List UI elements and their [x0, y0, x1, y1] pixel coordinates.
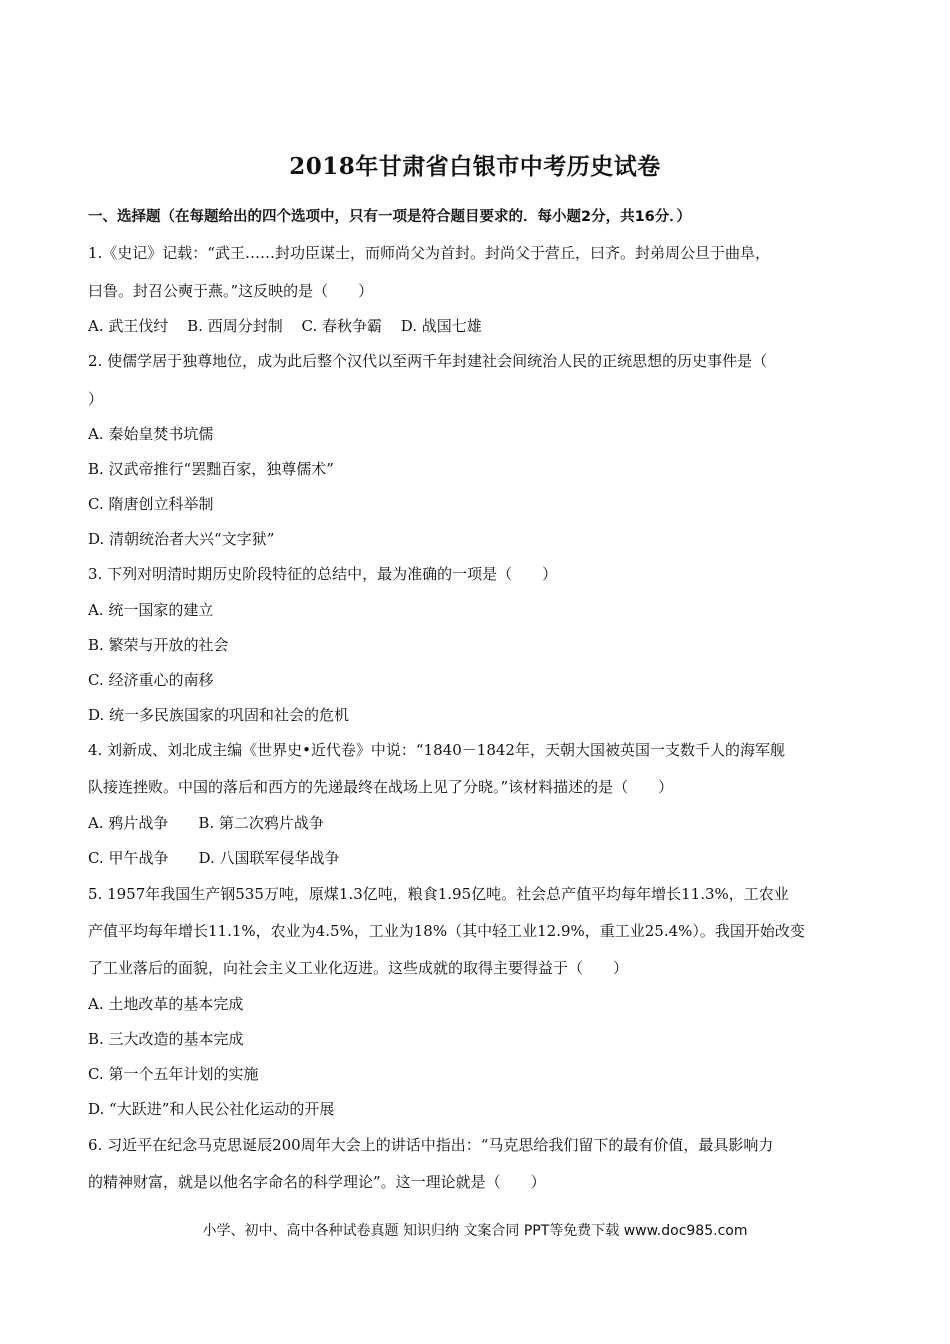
- option-b: B. 西周分封制: [187, 317, 283, 335]
- question-5-line-2: 产值平均每年增长11.1%，农业为4.5%，工业为18%（其中轻工业12.9%，重工业25.4%）。我国开始改变: [88, 922, 805, 940]
- question-5-line-1: 5. 1957年我国生产钢535万吨，原煤1.3亿吨，粮食1.95亿吨。社会总产值平均每年增长11.3%，工农业: [88, 885, 789, 903]
- question-5-option-c: C. 第一个五年计划的实施: [88, 1065, 259, 1083]
- question-3-option-d: D. 统一多民族国家的巩固和社会的危机: [88, 706, 350, 724]
- question-4-options-ab: [88, 812, 868, 834]
- question-3-option-b: B. 繁荣与开放的社会: [88, 636, 229, 654]
- question-5-option-b: B. 三大改造的基本完成: [88, 1030, 244, 1048]
- question-3-option-c: C. 经济重心的南移: [88, 671, 214, 689]
- question-3-line-1: 3. 下列对明清时期历史阶段特征的总结中，最为准确的一项是（ ）: [88, 565, 558, 583]
- question-2-line-2: ）: [88, 390, 104, 408]
- option-d: D. 战国七雄: [400, 317, 482, 335]
- question-6-line-1: 6. 习近平在纪念马克思诞辰200周年大会上的讲话中指出：“马克思给我们留下的最有价值，最具影响力: [88, 1136, 774, 1154]
- option-a: A. 鸦片战争: [88, 814, 169, 832]
- question-1-options: [88, 315, 868, 337]
- question-4-line-1: 4. 刘新成、刘北成主编《世界史•近代卷》中说：“1840－1842年，天朝大国被英国一支数千人的海军舰: [88, 741, 785, 759]
- question-1-line-1: 1.《史记》记载：“武王……封功臣谋士，而师尚父为首封。封尚父于营丘，曰齐。封弟周公旦于曲阜，: [88, 244, 770, 262]
- option-c: C. 甲午战争: [88, 849, 169, 867]
- question-5-option-d: D. “大跃进”和人民公社化运动的开展: [88, 1100, 335, 1118]
- question-5-option-a: A. 土地改革的基本完成: [88, 995, 244, 1013]
- question-3-option-a: A. 统一国家的建立: [88, 601, 214, 619]
- option-b: B. 第二次鸦片战争: [198, 814, 324, 832]
- page-title: 2018年甘肃省白银市中考历史试卷: [289, 153, 661, 180]
- question-4-line-2: 队接连挫败。中国的落后和西方的先递最终在战场上见了分晓。”该材料描述的是（ ）: [88, 778, 674, 796]
- question-1-line-2: 曰鲁。封召公奭于燕。”这反映的是（ ）: [88, 282, 374, 300]
- question-2-option-a: A. 秦始皇焚书坑儒: [88, 425, 214, 443]
- question-2-option-c: C. 隋唐创立科举制: [88, 495, 214, 513]
- question-2-line-1: 2. 使儒学居于独尊地位，成为此后整个汉代以至两千年封建社会间统治人民的正统思想的历史事件是（: [88, 352, 768, 370]
- question-6-line-2: 的精神财富，就是以他名字命名的科学理论”。这一理论就是（ ）: [88, 1173, 546, 1191]
- page-footer: 小学、初中、高中各种试卷真题 知识归纳 文案合同 PPT等免费下载 www.doc985.com: [202, 1223, 748, 1239]
- option-c: C. 春秋争霸: [301, 317, 382, 335]
- question-5-line-3: 了工业落后的面貌，向社会主义工业化迈进。这些成就的取得主要得益于（ ）: [88, 959, 629, 977]
- question-4-options-cd: [88, 847, 868, 869]
- option-d: D. 八国联军侵华战争: [198, 849, 340, 867]
- question-2-option-d: D. 清朝统治者大兴“文字狱”: [88, 530, 275, 548]
- question-2-option-b: B. 汉武帝推行“罢黜百家，独尊儒术”: [88, 460, 334, 478]
- option-a: A. 武王伐纣: [88, 317, 169, 335]
- section-heading: 一、选择题（在每题给出的四个选项中，只有一项是符合题目要求的．每小题2分，共16分．）: [88, 209, 692, 225]
